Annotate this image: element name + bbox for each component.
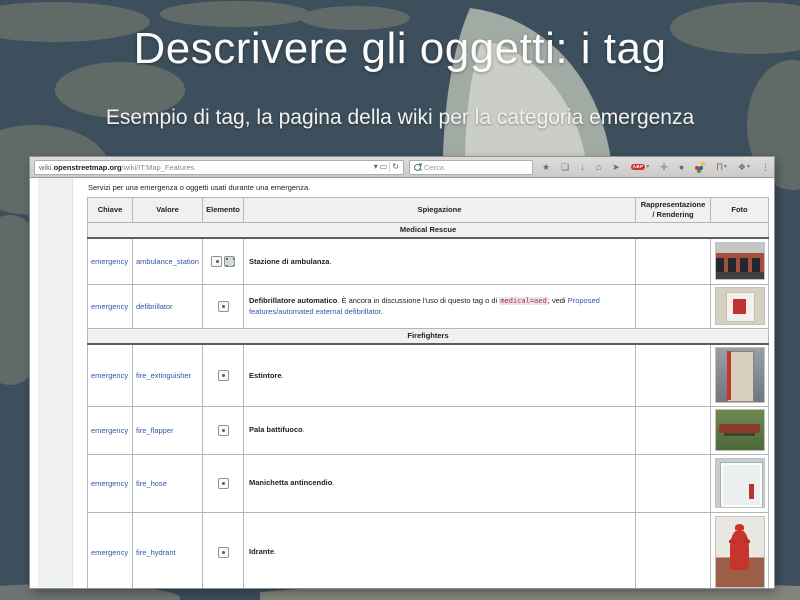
- value-link[interactable]: fire_hose: [136, 478, 167, 488]
- search-box[interactable]: [409, 160, 533, 175]
- element-cell: [203, 284, 244, 328]
- download-icon[interactable]: ↓: [580, 161, 585, 172]
- menu-kebab-icon[interactable]: ⋮: [761, 161, 770, 172]
- node-icon: [211, 256, 222, 267]
- value-cell: [133, 454, 203, 512]
- node-icon: [218, 478, 229, 489]
- tag-code: medical=aed: [500, 296, 547, 305]
- element-cell: [203, 512, 244, 588]
- value-cell: [133, 512, 203, 588]
- key-cell: [88, 454, 133, 512]
- explanation-cell: Pala battifuoco.: [244, 406, 636, 454]
- feature-row: [88, 238, 769, 284]
- section-header: Medical Rescue: [88, 222, 769, 238]
- browser-window-screenshot: [30, 157, 774, 588]
- explanation-bold: Defibrillatore automatico: [249, 295, 338, 305]
- photo-cell: [711, 284, 769, 328]
- value-link[interactable]: fire_hydrant: [136, 547, 176, 557]
- extension-cross-icon[interactable]: ✛: [660, 161, 668, 172]
- explanation-bold: Manichetta antincendio: [249, 478, 333, 488]
- key-cell: [88, 344, 133, 406]
- explanation-bold: Idrante: [249, 547, 275, 557]
- table-header-row: [88, 198, 769, 223]
- search-placeholder: Cerca: [424, 162, 445, 172]
- extension-pair-icon[interactable]: ❖ ▾: [737, 161, 750, 172]
- column-header: Elemento: [203, 198, 244, 223]
- rendering-cell: [636, 512, 711, 588]
- photo-cell: [711, 344, 769, 406]
- rendering-cell: [636, 344, 711, 406]
- explanation-cell: Idrante.: [244, 512, 636, 588]
- slide-title: Descrivere gli oggetti: i tag: [133, 24, 667, 73]
- node-icon: [218, 547, 229, 558]
- value-link[interactable]: defibrillator: [136, 301, 173, 311]
- node-icon: [218, 425, 229, 436]
- explanation-cell: Defibrillatore automatico. È ancora in discussione l'uso di questo tag o di medical=aed; vedi Proposed features/automated external defibrillator.: [244, 284, 636, 328]
- wiki-left-gutter: [38, 178, 73, 587]
- home-icon[interactable]: ⌂: [595, 161, 602, 172]
- key-link[interactable]: emergency: [91, 547, 129, 557]
- element-cell: [203, 406, 244, 454]
- explanation-cell: Manichetta antincendio.: [244, 454, 636, 512]
- column-header: Spiegazione: [244, 198, 636, 223]
- key-link[interactable]: emergency: [91, 301, 129, 311]
- explanation-bold: Stazione di ambulanza: [249, 256, 330, 266]
- ambulance-station-photo[interactable]: [715, 242, 765, 280]
- explanation-cell: Estintore.: [244, 344, 636, 406]
- value-cell: [133, 344, 203, 406]
- extension-pair-icon-caret[interactable]: ▾: [746, 164, 750, 170]
- section-header: Firefighters: [88, 328, 769, 344]
- fire-flapper-photo[interactable]: [715, 409, 765, 451]
- section-row: [88, 328, 769, 344]
- key-cell: [88, 238, 133, 284]
- url-dropdown-icon[interactable]: ▾: [373, 162, 378, 171]
- photo-cell: [711, 454, 769, 512]
- feature-row: [88, 454, 769, 512]
- column-header: Chiave: [88, 198, 133, 223]
- key-link[interactable]: emergency: [91, 478, 129, 488]
- pocket-icon[interactable]: ❏: [561, 161, 570, 172]
- section-row: [88, 222, 769, 238]
- value-link[interactable]: fire_flapper: [136, 425, 174, 435]
- rendering-cell: [636, 454, 711, 512]
- send-tab-icon[interactable]: ➤: [612, 161, 620, 172]
- feature-row: [88, 284, 769, 328]
- extension-pi-icon[interactable]: Π ▾: [716, 161, 727, 172]
- wiki-table-container: [87, 197, 770, 588]
- value-link[interactable]: fire_extinguisher: [136, 370, 192, 380]
- feature-row: [88, 344, 769, 406]
- node-icon: [218, 301, 229, 312]
- wiki-page-body: [87, 178, 770, 587]
- reader-mode-icon[interactable]: ▭: [379, 162, 388, 171]
- url-divider: [389, 162, 390, 172]
- photo-cell: [711, 512, 769, 588]
- feature-row: [88, 406, 769, 454]
- fire-hydrant-photo[interactable]: [715, 516, 765, 588]
- url-text: wiki.openstreetmap.org/wiki/IT:Map_Features: [39, 162, 195, 172]
- value-cell: [133, 406, 203, 454]
- fire-hose-cabinet-photo[interactable]: [715, 458, 765, 508]
- column-header: Valore: [133, 198, 203, 223]
- key-cell: [88, 512, 133, 588]
- defibrillator-cabinet-photo[interactable]: [715, 287, 765, 325]
- key-link[interactable]: emergency: [91, 256, 129, 266]
- key-cell: [88, 406, 133, 454]
- adblock-icon-caret[interactable]: ▾: [646, 164, 650, 170]
- value-link[interactable]: ambulance_station: [136, 256, 199, 266]
- area-icon: [224, 256, 235, 267]
- url-bar[interactable]: [34, 160, 404, 175]
- extension-colorful-icon[interactable]: [695, 163, 705, 172]
- rendering-cell: [636, 284, 711, 328]
- key-link[interactable]: emergency: [91, 425, 129, 435]
- chat-bubble-icon[interactable]: ●: [678, 161, 685, 172]
- element-cell: [203, 238, 244, 284]
- key-cell: [88, 284, 133, 328]
- slide-subtitle: Esempio di tag, la pagina della wiki per la categoria emergenza: [105, 106, 695, 129]
- toolbar-icon-strip: [542, 163, 770, 172]
- photo-cell: [711, 406, 769, 454]
- column-header: Foto: [711, 198, 769, 223]
- proposal-link[interactable]: Proposed features/automated external defibrillator: [249, 295, 600, 317]
- wiki-page-content: [30, 178, 774, 587]
- key-link[interactable]: emergency: [91, 370, 129, 380]
- category-intro-text: Servizi per una emergenza o oggetti usati durante una emergenza.: [88, 183, 311, 192]
- fire-extinguisher-photo[interactable]: [715, 347, 765, 403]
- explanation-bold: Pala battifuoco: [249, 425, 303, 435]
- search-icon: [414, 164, 421, 171]
- extension-pi-icon-caret[interactable]: ▾: [723, 164, 727, 170]
- explanation-cell: Stazione di ambulanza.: [244, 238, 636, 284]
- element-cell: [203, 344, 244, 406]
- element-cell: [203, 454, 244, 512]
- column-header: Rappresentazione / Rendering: [636, 198, 711, 223]
- explanation-bold: Estintore: [249, 370, 282, 380]
- rendering-cell: [636, 238, 711, 284]
- adblock-icon[interactable]: ABP ▾: [632, 163, 650, 170]
- reload-icon[interactable]: ↻: [392, 162, 399, 171]
- node-icon: [218, 370, 229, 381]
- bookmark-star-icon[interactable]: ★: [542, 161, 551, 172]
- value-cell: [133, 284, 203, 328]
- rendering-cell: [636, 406, 711, 454]
- photo-cell: [711, 238, 769, 284]
- features-table: [87, 197, 769, 588]
- browser-toolbar: [30, 157, 774, 178]
- feature-row: [88, 512, 769, 588]
- value-cell: [133, 238, 203, 284]
